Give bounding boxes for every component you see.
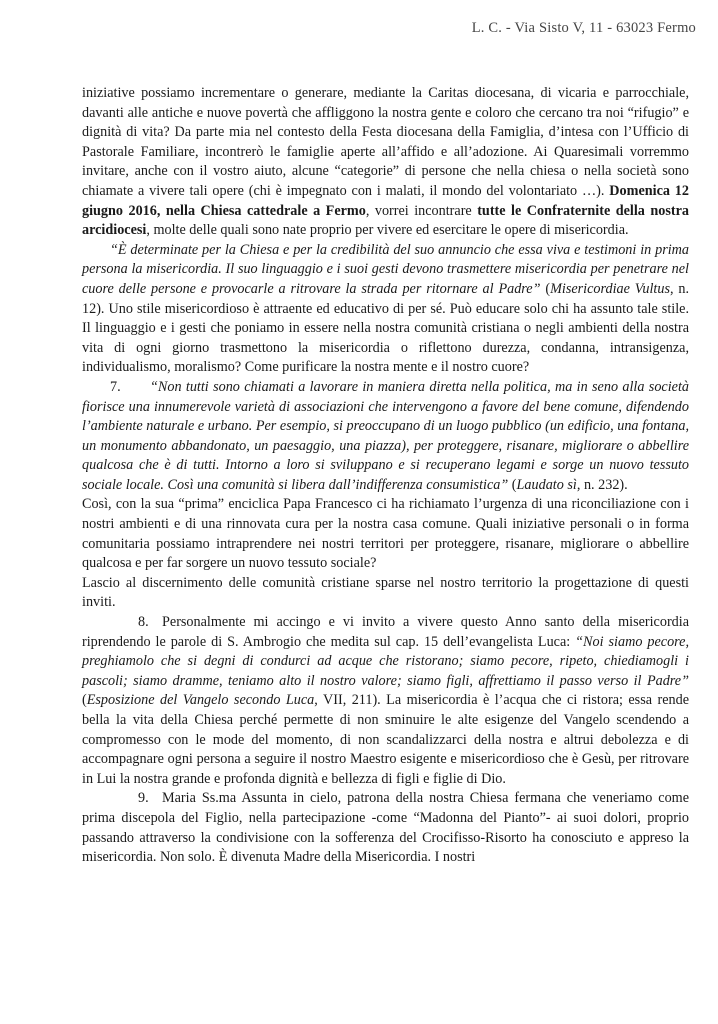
paragraph-7: 7. “Non tutti sono chiamati a lavorare in maniera diretta nella politica, ma in seno alla società fiorisce una innumerevole varietà di associazioni che intervengono a favore del bene comune, difendendo l’ambiente naturale e urbano. Per esempio, si preoccupano di un luogo pubblico (un edificio, una fontana, un monumento abbandonato, un paesaggio, una piazza), per proteggere, risanare, migliorare o abbellire qualcosa che è di tutti. Intorno a loro si sviluppano e si recuperano legami e sorge un nuovo tessuto sociale locale. Così una comunità si libera dall’indifferenza consumistica” (Laudato sì, n. 232). — [82, 378, 689, 493]
citation-title: Laudato sì — [516, 476, 577, 493]
paragraph-7-discernment: Lascio al discernimento delle comunità cristiane sparse nel nostro territorio la progettazione di questi inviti. — [82, 574, 689, 611]
quote-text: “Non tutti sono chiamati a lavorare in maniera diretta nella politica, ma in seno alla società fiorisce una innumerevole varietà di associazioni che intervengono a favore del bene comune, difendendo l’ambiente naturale e urbano. Per esempio, si preoccupano di un luogo pubblico (un edificio, una fontana, un monumento abbandonato, un paesaggio, una piazza), per proteggere, risanare, migliorare o abbellire qualcosa che è di tutti. Intorno a loro si sviluppano e si recuperano legami e sorge un nuovo tessuto sociale locale. Così una comunità si libera dall’indifferenza consumistica” — [82, 378, 689, 493]
paragraph-number: 7. — [110, 378, 121, 395]
paragraph-7-continuation: Così, con la sua “prima” enciclica Papa Francesco ci ha richiamato l’urgenza di una riconciliazione con i nostri ambienti e di una rinnovata cura per la nostra casa comune. Quali iniziative personali o in forma comunitaria possiamo intraprendere nei nostri territori per proteggere, risanare, migliorare o abbellire qualcosa e per far sorgere un nuovo tessuto sociale? — [82, 496, 689, 572]
quote-text: “È determinate per la Chiesa e per la credibilità del suo annuncio che essa viva e testimoni in prima persona la misericordia. Il suo linguaggio e i suoi gesti devono trasmettere misericordia per penetrare nel cuore delle persone e provocarle a ritrovare la strada per ritornare al Padre” — [82, 241, 689, 297]
citation-title: Misericordiae Vultus — [550, 280, 670, 297]
confraternities-bold: tutte le Confraternite della nostra arcidiocesi — [82, 202, 689, 239]
citation-title: Esposizione del Vangelo secondo Luca — [86, 692, 315, 709]
paragraph-9: 9. Maria Ss.ma Assunta in cielo, patrona della nostra Chiesa fermana che veneriamo come prima discepola del Figlio, nella partecipazione -come “Madonna del Pianto”- ai suoi dolori, proprio passando attraverso la condivisione con la sofferenza del Crocifisso-Risorto ha conosciuto e appreso la misericordia. Non solo. È divenuta Madre della Misericordia. I nostri — [82, 790, 689, 866]
paragraph-misericordiae-vultus: “È determinate per la Chiesa e per la credibilità del suo annuncio che essa viva e testimoni in prima persona la misericordia. Il suo linguaggio e i suoi gesti devono trasmettere misericordia per penetrare nel cuore delle persone e provocarle a ritrovare la strada per ritornare al Padre” (Misericordiae Vultus, n. 12). Uno stile misericordioso è attraente ed educativo di per sé. Può educare solo chi ha assunto tale stile. Il linguaggio e i gesti che poniamo in essere nella nostra comunità cristiana o negli ambienti della nostra vita di ogni giorno trasmettono la misericordia o riflettono durezza, condanna, intransigenza, individualismo, moralismo? Come purificare la nostra mente e il nostro cuore? — [82, 241, 690, 376]
paragraph-number: 8. — [138, 614, 149, 631]
quote-text: “Noi siamo pecore, preghiamolo che si degni di condurci ad acque che ristorano; siamo pecore, ripeto, chiediamogli i pascoli; siamo dramme, teniamo alto il nostro valore; siamo figli, affrettiamo il passo verso il Padre” — [82, 633, 690, 689]
event-date-bold: Domenica 12 giugno 2016, nella Chiesa cattedrale a Fermo — [82, 182, 689, 219]
document-body — [82, 84, 689, 868]
letterhead-address: L. C. - Via Sisto V, 11 - 63023 Fermo — [471, 20, 696, 36]
paragraph-number: 9. — [138, 790, 149, 807]
paragraph-8: 8. Personalmente mi accingo e vi invito a vivere questo Anno santo della misericordia riprendendo le parole di S. Ambrogio che medita sul cap. 15 dell’evangelista Luca: “Noi siamo pecore, preghiamolo che si degni di condurci ad acque che ristorano; siamo pecore, ripeto, chiediamogli i pascoli; siamo dramme, teniamo alto il nostro valore; siamo figli, affrettiamo il passo verso il Padre” (Esposizione del Vangelo secondo Luca, VII, 211). La misericordia è l’acqua che ci ristora; essa rende bella la vita della Chiesa perché permette di non sminuire le alte esigenze del Vangelo scendendo a compromesso con le mode del momento, di non scandalizzarci della nostra e altrui debolezza e di accompagnare ogni persona a seguire il nostro Maestro esigente e misericordioso che è Gesù, per ritrovare in Lui la nostra grande e profonda dignità e bellezza di figli e figlie di Dio. — [82, 614, 690, 787]
paragraph-works-of-mercy: iniziative possiamo incrementare o generare, mediante la Caritas diocesana, di vicaria e parrocchiale, davanti alle antiche e nuove povertà che affliggono la nostra gente e coloro che cercano tra noi “rifugio” e dignità di vita? Da parte mia nel contesto della Festa diocesana della Famiglia, d’intesa con l’Ufficio di Pastorale Familiare, incontrerò le famiglie aperte all’affido e all’adozione. Ai Quaresimali vorremmo invitare, anche con il vostro aiuto, alcune “categorie” di persone che nella chiesa o nella società sono chiamate a vivere tali opere (chi è impegnato con i malati, il mondo del volontariato …). Domenica 12 giugno 2016, nella Chiesa cattedrale a Fermo, vorrei incontrare tutte le Confraternite della nostra arcidiocesi, molte delle quali sono nate proprio per vivere ed esercitare le opere di misericordia. — [82, 85, 689, 239]
